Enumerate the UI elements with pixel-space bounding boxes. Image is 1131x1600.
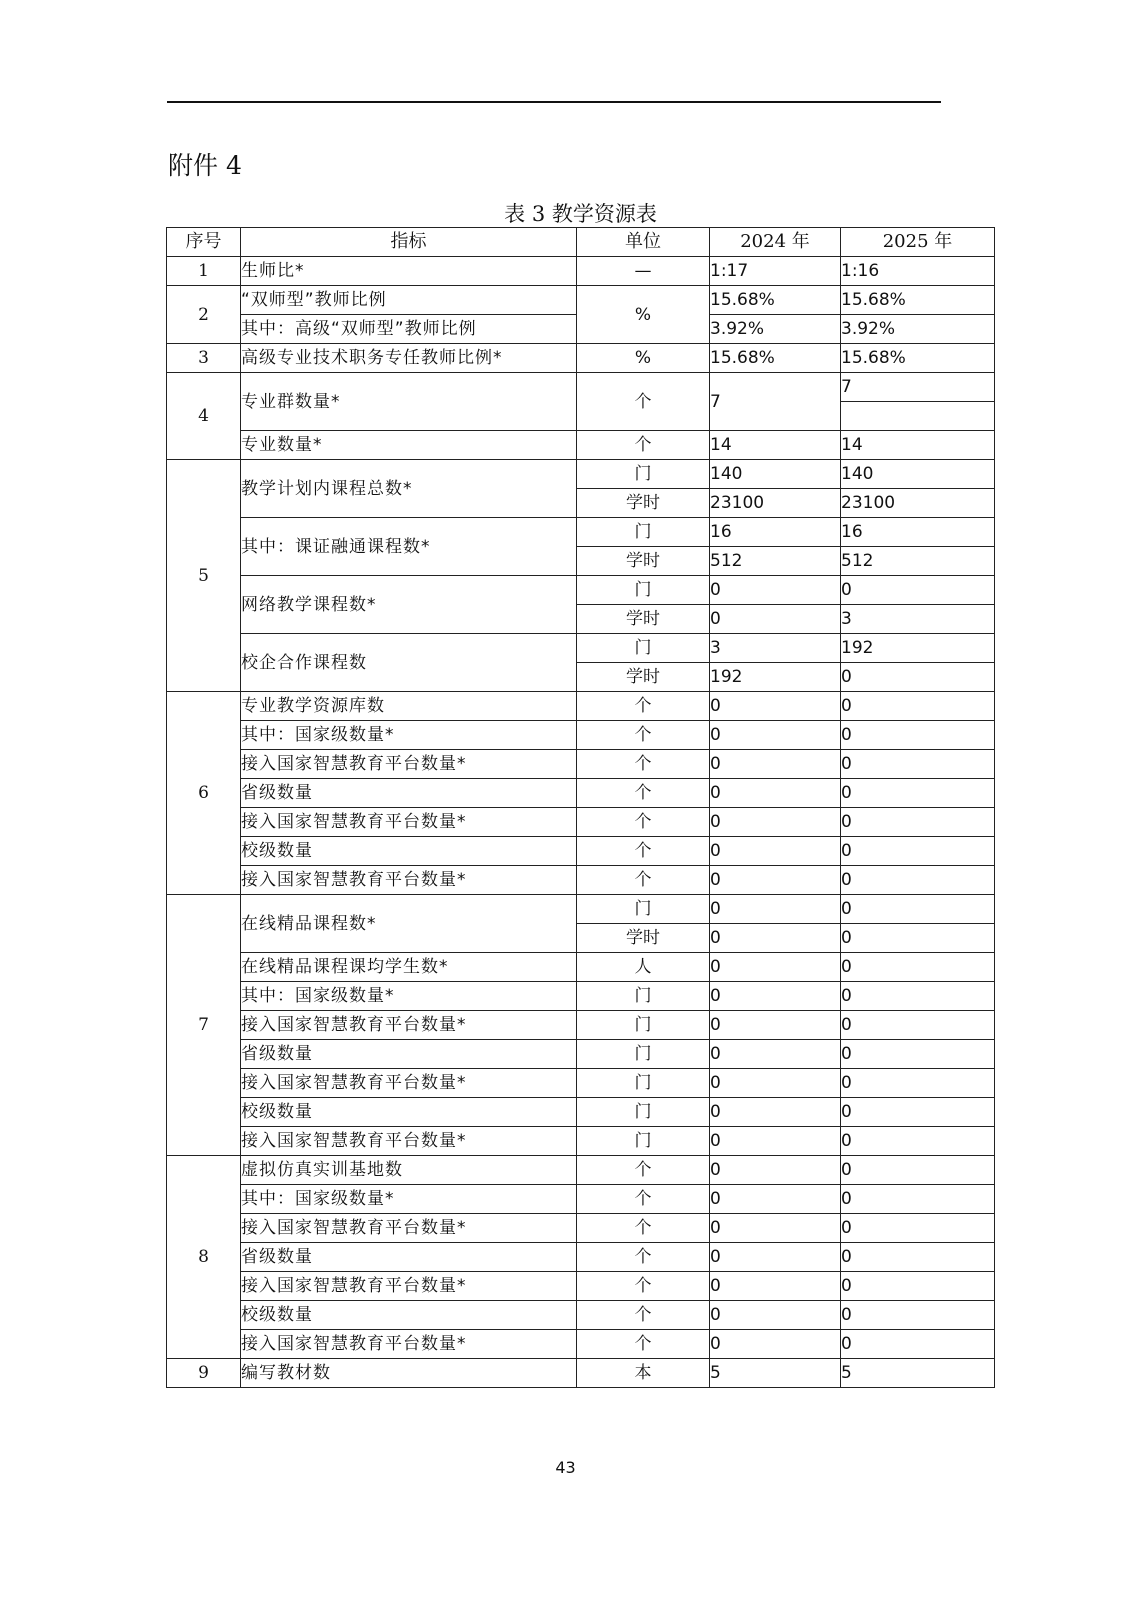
unit-cell: % — [577, 344, 710, 373]
table-row — [167, 1359, 995, 1388]
value-2025-cell: 0 — [841, 576, 995, 605]
header-2024: 2024 年 — [710, 228, 841, 257]
table-row — [167, 692, 995, 721]
page-number: 43 — [555, 1458, 576, 1477]
unit-cell: 个 — [577, 779, 710, 808]
value-2024-cell: 0 — [710, 895, 841, 924]
unit-cell: 个 — [577, 1214, 710, 1243]
indicator-cell: 在线精品课程数* — [241, 895, 577, 953]
value-2025-cell: 0 — [841, 779, 995, 808]
unit-cell: 学时 — [577, 924, 710, 953]
value-2024-cell: 0 — [710, 924, 841, 953]
value-2025-cell: 0 — [841, 866, 995, 895]
value-2025-cell: 0 — [841, 808, 995, 837]
teaching-resources-table — [166, 227, 995, 1388]
table-row — [167, 518, 995, 547]
value-2024-cell: 0 — [710, 576, 841, 605]
indicator-cell: 接入国家智慧教育平台数量* — [241, 1069, 577, 1098]
table-row — [167, 953, 995, 982]
value-2025-cell: 3.92% — [841, 315, 995, 344]
indicator-cell: 接入国家智慧教育平台数量* — [241, 808, 577, 837]
indicator-cell: 网络教学课程数* — [241, 576, 577, 634]
indicator-cell: 生师比* — [241, 257, 577, 286]
row-number: 3 — [167, 344, 241, 373]
row-number: 1 — [167, 257, 241, 286]
table-row — [167, 431, 995, 460]
value-2025-cell: 0 — [841, 1156, 995, 1185]
value-2025-cell: 0 — [841, 750, 995, 779]
table-row — [167, 808, 995, 837]
row-number: 7 — [167, 895, 241, 1156]
indicator-cell: 接入国家智慧教育平台数量* — [241, 1330, 577, 1359]
value-2025-cell: 0 — [841, 1098, 995, 1127]
indicator-cell: 省级数量 — [241, 1040, 577, 1069]
table-row — [167, 1243, 995, 1272]
unit-cell: 门 — [577, 518, 710, 547]
header-unit: 单位 — [577, 228, 710, 257]
table-row — [167, 779, 995, 808]
attachment-label: 附件 4 — [168, 151, 242, 180]
value-2024-cell: 0 — [710, 721, 841, 750]
table-row — [167, 1156, 995, 1185]
unit-cell: 本 — [577, 1359, 710, 1388]
indicator-cell: 专业教学资源库数 — [241, 692, 577, 721]
value-2025-cell: 0 — [841, 1127, 995, 1156]
table-row — [167, 750, 995, 779]
unit-cell: 门 — [577, 1098, 710, 1127]
indicator-cell: 专业群数量* — [241, 373, 577, 431]
unit-cell: 个 — [577, 837, 710, 866]
indicator-cell: 接入国家智慧教育平台数量* — [241, 750, 577, 779]
indicator-cell: 校级数量 — [241, 837, 577, 866]
header-2025: 2025 年 — [841, 228, 995, 257]
value-2025-cell: 0 — [841, 895, 995, 924]
value-2025-cell: 192 — [841, 634, 995, 663]
value-2025-cell: 0 — [841, 721, 995, 750]
indicator-cell: 教学计划内课程总数* — [241, 460, 577, 518]
value-2024-cell: 0 — [710, 1069, 841, 1098]
table-row — [167, 257, 995, 286]
indicator-cell: 其中：国家级数量* — [241, 721, 577, 750]
indicator-cell: 专业数量* — [241, 431, 577, 460]
indicator-cell: 省级数量 — [241, 1243, 577, 1272]
value-2025-cell: 5 — [841, 1359, 995, 1388]
indicator-cell: 接入国家智慧教育平台数量* — [241, 1214, 577, 1243]
indicator-cell: 接入国家智慧教育平台数量* — [241, 1127, 577, 1156]
unit-cell: 学时 — [577, 489, 710, 518]
table-row — [167, 1040, 995, 1069]
unit-cell: 门 — [577, 895, 710, 924]
value-2025-cell: 0 — [841, 1330, 995, 1359]
unit-cell: % — [577, 286, 710, 344]
unit-cell: 个 — [577, 721, 710, 750]
indicator-cell: 接入国家智慧教育平台数量* — [241, 1011, 577, 1040]
value-2024-cell: 0 — [710, 866, 841, 895]
unit-cell: 门 — [577, 634, 710, 663]
indicator-cell: 校级数量 — [241, 1098, 577, 1127]
table-row — [167, 576, 995, 605]
unit-cell: 个 — [577, 1301, 710, 1330]
table-row — [167, 895, 995, 924]
unit-cell: 门 — [577, 576, 710, 605]
value-2025-cell: 0 — [841, 1011, 995, 1040]
value-2025-cell — [841, 402, 995, 431]
value-2024-cell: 0 — [710, 605, 841, 634]
value-2025-cell: 14 — [841, 431, 995, 460]
value-2024-cell: 0 — [710, 808, 841, 837]
value-2024-cell: 0 — [710, 953, 841, 982]
value-2024-cell: 5 — [710, 1359, 841, 1388]
unit-cell: 个 — [577, 1185, 710, 1214]
value-2024-cell: 15.68% — [710, 344, 841, 373]
row-number: 8 — [167, 1156, 241, 1359]
value-2024-cell: 0 — [710, 1243, 841, 1272]
header-no: 序号 — [167, 228, 241, 257]
value-2025-cell: 0 — [841, 1272, 995, 1301]
value-2024-cell: 0 — [710, 1127, 841, 1156]
indicator-cell: 其中：国家级数量* — [241, 982, 577, 1011]
table-row — [167, 982, 995, 1011]
value-2024-cell: 512 — [710, 547, 841, 576]
value-2024-cell: 0 — [710, 779, 841, 808]
value-2025-cell: 0 — [841, 1185, 995, 1214]
table-row — [167, 1330, 995, 1359]
indicator-cell: 接入国家智慧教育平台数量* — [241, 866, 577, 895]
indicator-cell: 其中：国家级数量* — [241, 1185, 577, 1214]
value-2024-cell: 0 — [710, 837, 841, 866]
table-row — [167, 373, 995, 402]
table-row — [167, 1301, 995, 1330]
unit-cell: 个 — [577, 431, 710, 460]
unit-cell: 门 — [577, 1011, 710, 1040]
row-number: 4 — [167, 373, 241, 460]
value-2024-cell: 192 — [710, 663, 841, 692]
value-2025-cell: 0 — [841, 692, 995, 721]
row-number: 9 — [167, 1359, 241, 1388]
value-2025-cell: 0 — [841, 837, 995, 866]
value-2024-cell: 1:17 — [710, 257, 841, 286]
value-2025-cell: 16 — [841, 518, 995, 547]
value-2025-cell: 140 — [841, 460, 995, 489]
value-2024-cell: 0 — [710, 1301, 841, 1330]
unit-cell: 门 — [577, 982, 710, 1011]
value-2025-cell: 0 — [841, 953, 995, 982]
value-2024-cell: 16 — [710, 518, 841, 547]
value-2025-cell: 0 — [841, 1214, 995, 1243]
table-row — [167, 344, 995, 373]
value-2025-cell: 7 — [841, 373, 995, 402]
table-header-row — [167, 228, 995, 257]
indicator-cell: 校企合作课程数 — [241, 634, 577, 692]
value-2024-cell: 0 — [710, 750, 841, 779]
value-2025-cell: 3 — [841, 605, 995, 634]
unit-cell: 门 — [577, 460, 710, 489]
value-2024-cell: 0 — [710, 1214, 841, 1243]
value-2024-cell: 0 — [710, 692, 841, 721]
row-number: 5 — [167, 460, 241, 692]
table-row — [167, 1127, 995, 1156]
value-2025-cell: 0 — [841, 1040, 995, 1069]
table-row — [167, 721, 995, 750]
indicator-cell: 高级专业技术职务专任教师比例* — [241, 344, 577, 373]
value-2025-cell: 0 — [841, 1243, 995, 1272]
table-row — [167, 1011, 995, 1040]
unit-cell: 个 — [577, 373, 710, 431]
value-2025-cell: 0 — [841, 982, 995, 1011]
unit-cell: 个 — [577, 866, 710, 895]
value-2024-cell: 0 — [710, 1272, 841, 1301]
table-row — [167, 1214, 995, 1243]
table-row — [167, 837, 995, 866]
unit-cell: 门 — [577, 1069, 710, 1098]
unit-cell: 个 — [577, 1243, 710, 1272]
value-2025-cell: 23100 — [841, 489, 995, 518]
unit-cell: 个 — [577, 1330, 710, 1359]
indicator-cell: 省级数量 — [241, 779, 577, 808]
value-2024-cell: 23100 — [710, 489, 841, 518]
header-rule — [167, 101, 941, 103]
value-2025-cell: 15.68% — [841, 286, 995, 315]
value-2025-cell: 0 — [841, 924, 995, 953]
value-2025-cell: 0 — [841, 1069, 995, 1098]
value-2025-cell: 512 — [841, 547, 995, 576]
unit-cell: — — [577, 257, 710, 286]
unit-cell: 个 — [577, 692, 710, 721]
table-row — [167, 1272, 995, 1301]
indicator-cell: 其中：高级“双师型”教师比例 — [241, 315, 577, 344]
table-row — [167, 1069, 995, 1098]
unit-cell: 门 — [577, 1040, 710, 1069]
indicator-cell: 在线精品课程课均学生数* — [241, 953, 577, 982]
value-2024-cell: 0 — [710, 1156, 841, 1185]
row-number: 2 — [167, 286, 241, 344]
table-row — [167, 1185, 995, 1214]
table-row — [167, 866, 995, 895]
value-2024-cell: 0 — [710, 982, 841, 1011]
unit-cell: 学时 — [577, 547, 710, 576]
value-2025-cell: 0 — [841, 663, 995, 692]
header-indicator: 指标 — [241, 228, 577, 257]
value-2024-cell: 3.92% — [710, 315, 841, 344]
value-2025-cell: 15.68% — [841, 344, 995, 373]
indicator-cell: 接入国家智慧教育平台数量* — [241, 1272, 577, 1301]
unit-cell: 个 — [577, 1272, 710, 1301]
value-2024-cell: 15.68% — [710, 286, 841, 315]
value-2024-cell: 3 — [710, 634, 841, 663]
value-2024-cell: 0 — [710, 1330, 841, 1359]
indicator-cell: “双师型”教师比例 — [241, 286, 577, 315]
indicator-cell: 编写教材数 — [241, 1359, 577, 1388]
value-2024-cell: 0 — [710, 1098, 841, 1127]
table-row — [167, 286, 995, 315]
value-2024-cell: 0 — [710, 1040, 841, 1069]
indicator-cell: 虚拟仿真实训基地数 — [241, 1156, 577, 1185]
table-row — [167, 634, 995, 663]
value-2024-cell: 7 — [710, 373, 841, 431]
value-2024-cell: 0 — [710, 1185, 841, 1214]
table-row — [167, 460, 995, 489]
table-caption: 表 3 教学资源表 — [504, 202, 657, 226]
unit-cell: 个 — [577, 808, 710, 837]
value-2024-cell: 140 — [710, 460, 841, 489]
table-row — [167, 1098, 995, 1127]
indicator-cell: 其中：课证融通课程数* — [241, 518, 577, 576]
value-2024-cell: 14 — [710, 431, 841, 460]
unit-cell: 学时 — [577, 605, 710, 634]
row-number: 6 — [167, 692, 241, 895]
unit-cell: 人 — [577, 953, 710, 982]
unit-cell: 门 — [577, 1127, 710, 1156]
value-2024-cell: 0 — [710, 1011, 841, 1040]
indicator-cell: 校级数量 — [241, 1301, 577, 1330]
value-2025-cell: 0 — [841, 1301, 995, 1330]
value-2025-cell: 1:16 — [841, 257, 995, 286]
unit-cell: 学时 — [577, 663, 710, 692]
unit-cell: 个 — [577, 750, 710, 779]
unit-cell: 个 — [577, 1156, 710, 1185]
